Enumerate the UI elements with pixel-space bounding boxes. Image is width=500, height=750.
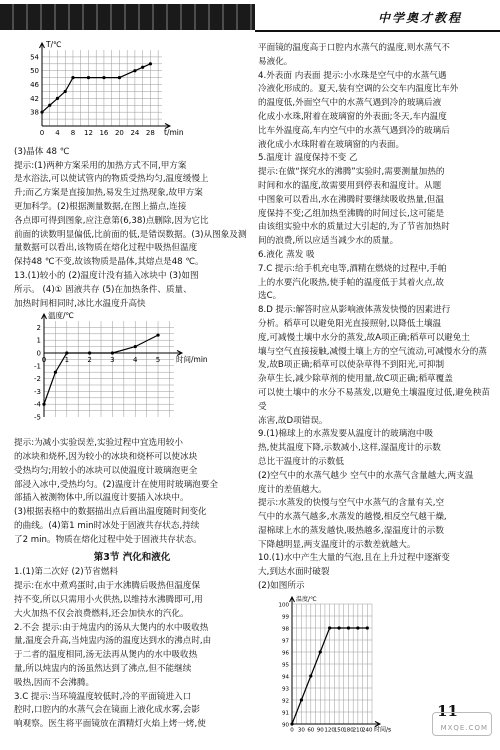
x-tick-label: 0 bbox=[39, 129, 45, 137]
data-point bbox=[40, 111, 43, 114]
text-line: 4.外表面 内表面 提示:小水珠是空气中的水蒸气遇 bbox=[258, 70, 447, 81]
text-line: 各点即可得到图象,应注意第(6,38)点删除,因为它比 bbox=[14, 215, 209, 226]
x-tick-label: 28 bbox=[145, 129, 155, 137]
x-tick-label: 1 bbox=[64, 356, 70, 365]
text-line: 加热时间相同时,冰比水温度升高快 bbox=[14, 298, 146, 309]
text-line: 8.D 提示:解答时应从影响液体蒸发快慢的因素进行 bbox=[258, 305, 451, 316]
text-line: 部浸入冰中,受热均匀。(2)温度计在使用时玻璃泡要全 bbox=[14, 479, 218, 490]
y-tick-label: -2 bbox=[34, 375, 41, 384]
x-tick-label: 8 bbox=[70, 129, 76, 137]
x-tick-label: 180 bbox=[343, 727, 354, 734]
y-tick-label: 95 bbox=[282, 662, 289, 669]
text-line: 量,所以炖盅内的汤虽然达到了沸点,但不能继续 bbox=[14, 663, 192, 674]
text-line: 下降越明显,两支温度计的示数差就越大。 bbox=[258, 539, 416, 550]
text-line: 提示:为减小实验误差,实验过程中宜选用较小 bbox=[14, 438, 183, 449]
text-line: 的曲线。(4)第1 min时冰处于固液共存状态,持续 bbox=[14, 520, 200, 531]
text-line: 5.温度计 温度保持不变 乙 bbox=[258, 153, 358, 164]
y-axis-label: T/℃ bbox=[46, 40, 62, 49]
data-point bbox=[56, 97, 59, 100]
text-line: 10.(1)水中产生大量的气泡,且在上升过程中逐渐变 bbox=[258, 553, 450, 564]
hint-block-ice bbox=[14, 437, 250, 547]
text-line: 量数据可以看出,该物质在熔化过程中吸热但温度 bbox=[14, 243, 198, 254]
x-tick-label: 3 bbox=[110, 356, 115, 365]
data-point bbox=[356, 626, 359, 629]
text-line: 度保持不变;乙组加热至沸腾的时间过长,这可能是 bbox=[258, 208, 445, 219]
text-line: 部插入被测物体中,所以温度计要插入冰块中。 bbox=[14, 493, 189, 504]
data-point bbox=[347, 626, 350, 629]
header-rule bbox=[255, 30, 500, 32]
x-tick-label: 120 bbox=[324, 727, 335, 734]
text-line: 冷液化形成的。夏天,装有空调的公交车内温度比车外 bbox=[258, 84, 459, 95]
data-point bbox=[42, 403, 45, 406]
text-line: 发,故B项正确;稻草可以使杂草得不到阳光,可抑制 bbox=[258, 360, 445, 371]
text-line: 时间和水的温度,故需要用到停表和温度计。从题 bbox=[258, 180, 442, 191]
text-line: 提示:在做“探究水的沸腾”实验时,需要测量加热的 bbox=[258, 167, 445, 178]
y-tick-label: 100 bbox=[278, 602, 289, 609]
x-tick-label: 60 bbox=[307, 727, 315, 734]
data-point bbox=[156, 334, 159, 337]
data-point bbox=[141, 66, 144, 69]
page-header bbox=[0, 0, 500, 36]
x-tick-label: 150 bbox=[333, 727, 345, 734]
y-tick-label: 97 bbox=[282, 638, 289, 645]
text-line: 的温度低,外面空气中的水蒸气遇到冷的玻璃后液 bbox=[258, 98, 442, 109]
text-line: 气中的水蒸气越多,水蒸发的越慢,相反空气越干燥, bbox=[258, 512, 447, 523]
hint-block-melting bbox=[14, 160, 250, 312]
answers-vaporization bbox=[14, 566, 250, 732]
text-line: 冻害,故D项错误。 bbox=[258, 415, 328, 426]
data-point bbox=[65, 352, 68, 355]
y-axis-label: 温度/℃ bbox=[296, 595, 317, 603]
text-line: 大火加热不仅会浪费燃料,还会加快水的汽化。 bbox=[14, 608, 189, 619]
x-tick-label: 90 bbox=[316, 727, 324, 734]
right-column bbox=[258, 42, 490, 750]
x-tick-label: 2 bbox=[87, 356, 92, 365]
data-point bbox=[337, 626, 340, 629]
data-point bbox=[366, 626, 369, 629]
y-tick-label: 0 bbox=[36, 349, 41, 358]
text-line: (2)空气中的水蒸气越少 空气中的水蒸气含量越大,两支温 bbox=[258, 470, 474, 481]
y-tick-label: 54 bbox=[30, 53, 39, 62]
y-tick-label: 94 bbox=[282, 674, 289, 681]
text-line: 比车外温度高,车内空气中的水蒸气遇到冷的玻璃后 bbox=[258, 125, 450, 136]
text-line: 平面镜的温度高于口腔内水蒸气的温度,则水蒸气不 bbox=[258, 43, 450, 53]
text-line: 杂草生长,减少除草剂的使用量,故C项正确;稻草覆盖 bbox=[258, 374, 453, 385]
text-line: 分析。稻草可以避免阳光直接照射,以降低土壤温 bbox=[258, 318, 442, 329]
text-line: 所示。 (4)① 固液共存 (5)在加热条件、质量、 bbox=[14, 284, 192, 295]
text-line: 2.不会 提示:由于炖盅内的汤从大煲内的水中吸收热 bbox=[14, 622, 209, 633]
y-tick-label: 38 bbox=[30, 108, 39, 117]
text-line: 化成小水珠,附着在玻璃窗的外表面;冬天,车内温度 bbox=[258, 111, 447, 122]
x-tick-label: 4 bbox=[55, 129, 60, 137]
data-point bbox=[88, 352, 91, 355]
data-point bbox=[133, 69, 136, 72]
page-number: 11 bbox=[437, 702, 458, 720]
text-line: 前面的读数明显偏低,比前面的低,是错误数据。(3)从图象及测 bbox=[14, 229, 247, 240]
y-tick-label: -4 bbox=[34, 401, 41, 410]
text-line: 了2 min。物质在熔化过程中处于固液共存状态。 bbox=[14, 534, 202, 545]
x-tick-label: 20 bbox=[114, 129, 124, 137]
text-line: 间的浪费,所以应适当减少水的质量。 bbox=[258, 236, 399, 247]
x-tick-label: 30 bbox=[297, 727, 305, 734]
text-line: 更加科学。(2)根据测量数据,在图上描点,连接 bbox=[14, 201, 187, 212]
data-point bbox=[149, 62, 152, 65]
text-line: 6.液化 蒸发 吸 bbox=[258, 249, 315, 260]
text-line: 液化成小水珠附着在玻璃窗的内表面。 bbox=[258, 139, 405, 150]
y-tick-label: 90 bbox=[282, 722, 289, 729]
text-line: 响观察。医生将平面镜放在酒精灯火焰上烤一烤,使 bbox=[14, 719, 206, 730]
y-axis-label: 温度/℃ bbox=[48, 311, 74, 321]
left-column bbox=[14, 42, 250, 732]
watermark-text: MXQE.COM bbox=[440, 724, 488, 732]
y-tick-label: 1 bbox=[36, 337, 41, 346]
text-line: 度计的差值越大。 bbox=[258, 484, 327, 495]
text-line: 提示:(1)两种方案采用的加热方式不同,甲方案 bbox=[14, 160, 187, 171]
header-decoration bbox=[0, 4, 255, 30]
y-tick-label: 92 bbox=[282, 698, 289, 705]
text-line: 由该组实验中水的质量过大引起的,为了节省加热时 bbox=[258, 222, 450, 233]
text-line: 壤与空气直接接触,减慢土壤上方的空气流动,可减慢水分的蒸 bbox=[258, 346, 487, 357]
data-point bbox=[48, 104, 51, 107]
y-tick-label: 96 bbox=[282, 650, 289, 657]
y-tick-label: 98 bbox=[282, 626, 289, 633]
ice-heating-chart bbox=[14, 311, 208, 431]
text-line: 9.(1)棉球上的水蒸发要从温度计的玻璃泡中吸 bbox=[258, 429, 434, 440]
data-point bbox=[87, 76, 90, 79]
x-tick-label: 16 bbox=[99, 129, 109, 137]
y-tick-label: 99 bbox=[282, 614, 289, 621]
x-axis-label: 时间/min bbox=[176, 355, 208, 365]
text-line: 是水浴法,可以使试管内的物质受热均匀,温度缓慢上 bbox=[14, 174, 209, 185]
text-line: 吸热,因而不会沸腾。 bbox=[14, 677, 95, 688]
x-tick-label: 4 bbox=[132, 356, 138, 365]
x-tick-label: 24 bbox=[130, 129, 140, 137]
text-line: 易液化。 bbox=[258, 56, 293, 67]
text-line: 上的水要汽化吸热,使手帕的温度低于其着火点,故 bbox=[258, 277, 444, 288]
text-line: 升;而乙方案是直接加热,易发生过热现象,故甲方案 bbox=[14, 188, 203, 199]
x-tick-label: 0 bbox=[41, 356, 47, 365]
data-point bbox=[319, 650, 322, 653]
boiling-water-chart bbox=[258, 594, 392, 744]
data-point bbox=[309, 674, 312, 677]
x-tick-label: 240 bbox=[362, 727, 373, 734]
x-axis-label: t/min bbox=[164, 128, 184, 137]
data-point bbox=[71, 76, 74, 79]
text-line: 总比干温度计的示数低 bbox=[258, 456, 344, 467]
text-line: 提示:水蒸发的快慢与空气中水蒸气的含量有关,空 bbox=[258, 498, 445, 509]
text-line: 受热均匀;用较小的冰块可以使温度计玻璃泡更全 bbox=[14, 465, 198, 476]
text-line: 持不变,所以只需用小火供热,以维持水沸腾即可,用 bbox=[14, 594, 203, 605]
text-line: 度,可减慢土壤中水分的蒸发,故A项正确;稻草可以避免土 bbox=[258, 332, 470, 343]
y-tick-label: -5 bbox=[34, 413, 41, 422]
text-line: 量,温度会升高,当炖盅内汤的温度达到水的沸点时,由 bbox=[14, 636, 212, 647]
data-point bbox=[111, 352, 114, 355]
x-tick-label: 0 bbox=[290, 727, 294, 734]
text-line: 选C。 bbox=[258, 291, 282, 302]
text-line: 大,到达水面时破裂 bbox=[258, 567, 330, 578]
answer-3: (3)晶体 48 ℃ bbox=[14, 146, 70, 157]
y-tick-label: 42 bbox=[30, 94, 39, 103]
section-title: 第3节 汽化和液化 bbox=[93, 551, 171, 563]
y-tick-label: 46 bbox=[30, 81, 39, 90]
data-point bbox=[290, 722, 293, 725]
x-tick-label: 210 bbox=[352, 727, 364, 734]
text-line: 可以使土壤中的水分不易蒸发,以避免土壤温度过低,避免秧苗受 bbox=[258, 387, 490, 412]
text-line: (3)根据表格中的数据描出点后画出温度随时间变化 bbox=[14, 507, 207, 518]
text-line: 的冰块和烧杯,因为较小的冰块和烧杯可以使冰块 bbox=[14, 451, 198, 462]
y-tick-label: -3 bbox=[34, 388, 41, 397]
x-tick-label: 12 bbox=[83, 129, 93, 137]
text-line: 腔时,口腔内的水蒸气会在镜面上液化成水雾,会影 bbox=[14, 705, 200, 716]
data-point bbox=[328, 626, 331, 629]
data-point bbox=[134, 345, 137, 348]
text-line: (2)如图所示 bbox=[258, 581, 305, 592]
text-line: 3.C 提示:当环境温度较低时,冷的平面镜进入口 bbox=[14, 691, 192, 702]
data-point bbox=[102, 76, 105, 79]
text-line: 于二者的温度相同,汤无法再从煲内的水中吸收热 bbox=[14, 650, 198, 661]
book-title: 中学奥才教程 bbox=[377, 11, 462, 25]
data-point bbox=[300, 698, 303, 701]
text-line: 7.C 提示:给手机充电等,酒精在燃烧的过程中,手帕 bbox=[258, 263, 447, 274]
y-tick-label: -1 bbox=[34, 362, 41, 371]
y-tick-label: 91 bbox=[282, 710, 289, 717]
y-tick-label: 50 bbox=[30, 67, 39, 76]
melting-temperature-chart bbox=[14, 42, 184, 140]
x-tick-label: 5 bbox=[155, 356, 161, 365]
x-axis-label: 时间/s bbox=[374, 726, 392, 734]
data-point bbox=[118, 76, 121, 79]
text-line: 保持48 ℃不变,故该物质是晶体,其熔点是48 ℃。 bbox=[14, 257, 204, 268]
text-line: 热,使其温度下降,示数减小,这样,湿温度计的示数 bbox=[258, 443, 441, 454]
text-line: 湿棉球上水的蒸发越快,吸热越多,湿温度计的示数 bbox=[258, 525, 444, 536]
text-line: 提示:在水中煮鸡蛋时,由于水沸腾后吸热但温度保 bbox=[14, 581, 201, 592]
data-point bbox=[54, 371, 57, 374]
text-line: 13.(1)较小的 (2)温度计没有插入冰块中 (3)如图 bbox=[14, 270, 199, 281]
text-line: 中图象可以看出,水在沸腾时要继续吸收热量,但温 bbox=[258, 194, 444, 205]
answers-right bbox=[258, 42, 490, 594]
y-tick-label: 2 bbox=[36, 324, 41, 333]
data-point bbox=[64, 90, 67, 93]
y-tick-label: 93 bbox=[282, 686, 289, 693]
text-line: 1.(1)第二次好 (2)节省燃料 bbox=[14, 567, 119, 578]
